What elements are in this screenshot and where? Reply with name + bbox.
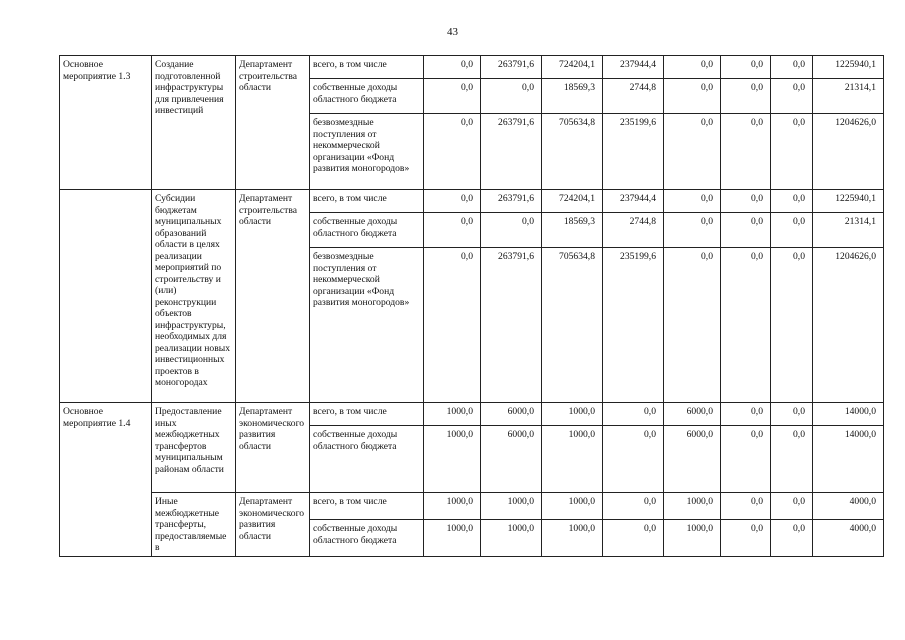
value-cell: 0,0	[771, 114, 813, 190]
value-cell: 0,0	[771, 248, 813, 403]
page-number: 43	[447, 26, 458, 38]
measure-cell: Иные межбюджетные трансферты, предоставляемые в	[152, 493, 236, 557]
measure-cell: Создание подготовленной инфраструктуры для привлечения инвестиций	[152, 56, 236, 190]
value-cell: 0,0	[771, 520, 813, 556]
value-cell: 18569,3	[542, 79, 603, 114]
funding-source-cell: всего, в том числе	[310, 56, 424, 79]
value-cell: 0,0	[721, 520, 771, 556]
table-row	[60, 493, 884, 520]
value-cell: 263791,6	[481, 56, 542, 79]
executor-cell: Департамент экономического развития области	[236, 493, 310, 557]
value-cell: 0,0	[771, 403, 813, 426]
value-cell: 0,0	[424, 190, 481, 213]
total-cell: 14000,0	[813, 403, 884, 426]
value-cell: 0,0	[771, 56, 813, 79]
measure-cell: Субсидии бюджетам муниципальных образований области в целях реализации мероприятий по строительству и (или) реконструкции объектов инфраструктуры, необходимых для реализации новых инвестиционных проектов в моногородах	[152, 190, 236, 403]
total-cell: 14000,0	[813, 426, 884, 493]
funding-source-cell: собственные доходы областного бюджета	[310, 426, 424, 493]
value-cell: 724204,1	[542, 190, 603, 213]
table-row	[60, 56, 884, 79]
executor-cell: Департамент экономического развития области	[236, 403, 310, 493]
value-cell: 0,0	[424, 56, 481, 79]
value-cell: 724204,1	[542, 56, 603, 79]
activity-cell: Основное мероприятие 1.4	[60, 403, 152, 557]
value-cell: 6000,0	[481, 426, 542, 493]
funding-source-cell: собственные доходы областного бюджета	[310, 520, 424, 556]
value-cell: 1000,0	[424, 493, 481, 520]
value-cell: 705634,8	[542, 248, 603, 403]
value-cell: 0,0	[721, 213, 771, 248]
value-cell: 1000,0	[481, 493, 542, 520]
value-cell: 0,0	[664, 213, 721, 248]
value-cell: 0,0	[721, 114, 771, 190]
value-cell: 263791,6	[481, 114, 542, 190]
value-cell: 1000,0	[424, 403, 481, 426]
value-cell: 0,0	[721, 426, 771, 493]
value-cell: 18569,3	[542, 213, 603, 248]
funding-source-cell: собственные доходы областного бюджета	[310, 79, 424, 114]
value-cell: 235199,6	[603, 248, 664, 403]
value-cell: 263791,6	[481, 190, 542, 213]
total-cell: 4000,0	[813, 493, 884, 520]
value-cell: 6000,0	[664, 403, 721, 426]
value-cell: 6000,0	[664, 426, 721, 493]
funding-source-cell: всего, в том числе	[310, 493, 424, 520]
funding-source-cell: всего, в том числе	[310, 403, 424, 426]
value-cell: 0,0	[481, 79, 542, 114]
funding-source-cell: безвозмездные поступления от некоммерческой организации «Фонд развития моногородов»	[310, 114, 424, 190]
total-cell: 21314,1	[813, 213, 884, 248]
funding-table	[59, 55, 884, 557]
value-cell: 0,0	[603, 493, 664, 520]
value-cell: 0,0	[721, 79, 771, 114]
value-cell: 1000,0	[664, 520, 721, 556]
total-cell: 1204626,0	[813, 114, 884, 190]
value-cell: 0,0	[721, 56, 771, 79]
value-cell: 237944,4	[603, 190, 664, 213]
value-cell: 0,0	[771, 190, 813, 213]
funding-source-cell: всего, в том числе	[310, 190, 424, 213]
value-cell: 0,0	[664, 56, 721, 79]
value-cell: 0,0	[664, 190, 721, 213]
funding-source-cell: собственные доходы областного бюджета	[310, 213, 424, 248]
total-cell: 21314,1	[813, 79, 884, 114]
measure-cell: Предоставление иных межбюджетных трансфертов муниципальным районам области	[152, 403, 236, 493]
value-cell: 1000,0	[424, 426, 481, 493]
value-cell: 0,0	[424, 79, 481, 114]
total-cell: 1204626,0	[813, 248, 884, 403]
funding-source-cell: безвозмездные поступления от некоммерческой организации «Фонд развития моногородов»	[310, 248, 424, 403]
value-cell: 2744,8	[603, 79, 664, 114]
value-cell: 0,0	[721, 493, 771, 520]
table-row	[60, 403, 884, 426]
total-cell: 1225940,1	[813, 190, 884, 213]
value-cell: 1000,0	[481, 520, 542, 556]
value-cell: 1000,0	[542, 520, 603, 556]
value-cell: 0,0	[771, 426, 813, 493]
value-cell: 0,0	[424, 213, 481, 248]
value-cell: 0,0	[424, 114, 481, 190]
executor-cell: Департамент строительства области	[236, 56, 310, 190]
value-cell: 0,0	[721, 403, 771, 426]
value-cell: 235199,6	[603, 114, 664, 190]
value-cell: 2744,8	[603, 213, 664, 248]
table-row	[60, 190, 884, 213]
value-cell: 1000,0	[424, 520, 481, 556]
value-cell: 0,0	[481, 213, 542, 248]
value-cell: 0,0	[771, 213, 813, 248]
value-cell: 0,0	[771, 79, 813, 114]
value-cell: 0,0	[603, 403, 664, 426]
value-cell: 705634,8	[542, 114, 603, 190]
total-cell: 4000,0	[813, 520, 884, 556]
value-cell: 0,0	[664, 79, 721, 114]
value-cell: 237944,4	[603, 56, 664, 79]
activity-cell: Основное мероприятие 1.3	[60, 56, 152, 190]
value-cell: 263791,6	[481, 248, 542, 403]
value-cell: 1000,0	[542, 493, 603, 520]
total-cell: 1225940,1	[813, 56, 884, 79]
value-cell: 1000,0	[542, 426, 603, 493]
value-cell: 0,0	[664, 248, 721, 403]
value-cell: 0,0	[424, 248, 481, 403]
value-cell: 0,0	[721, 190, 771, 213]
value-cell: 0,0	[603, 426, 664, 493]
executor-cell: Департамент строительства области	[236, 190, 310, 403]
value-cell: 0,0	[721, 248, 771, 403]
value-cell: 0,0	[664, 114, 721, 190]
value-cell: 1000,0	[542, 403, 603, 426]
activity-cell	[60, 190, 152, 403]
value-cell: 0,0	[603, 520, 664, 556]
value-cell: 1000,0	[664, 493, 721, 520]
value-cell: 0,0	[771, 493, 813, 520]
value-cell: 6000,0	[481, 403, 542, 426]
